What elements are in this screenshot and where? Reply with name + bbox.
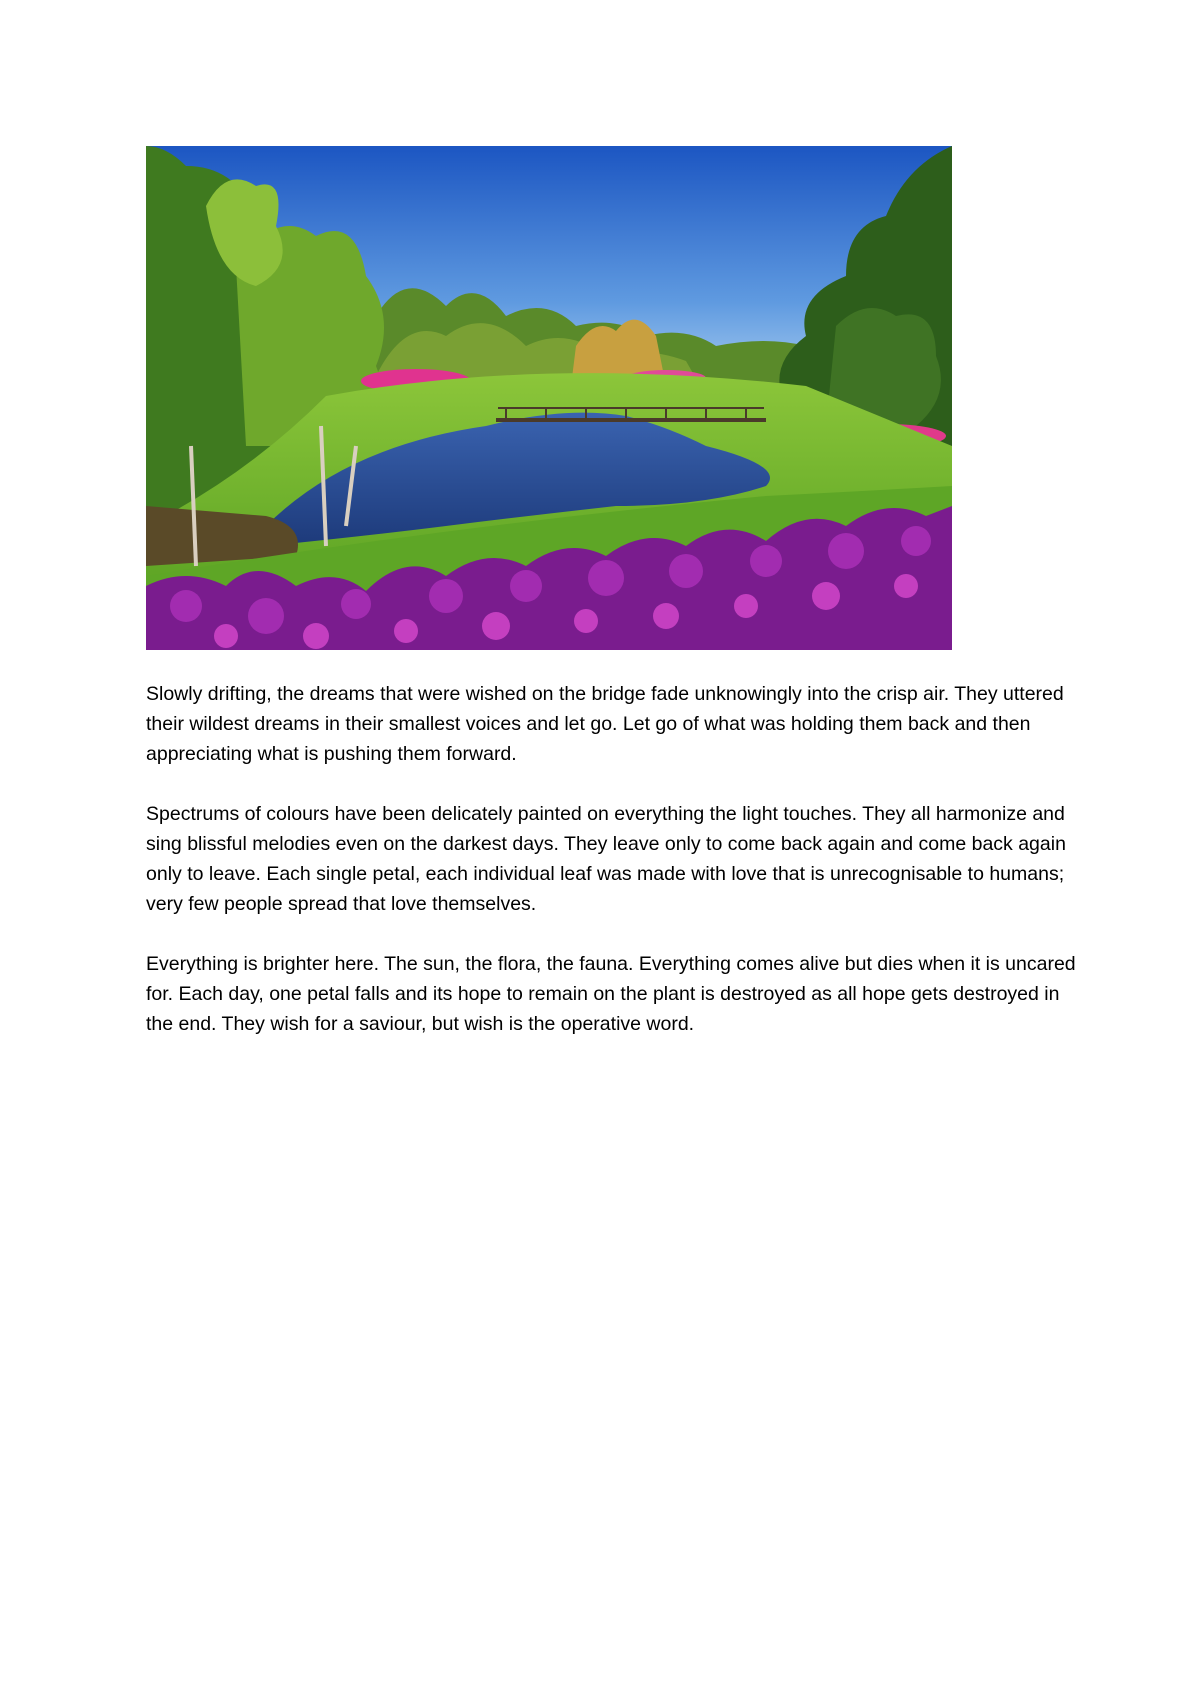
paragraph-1: Slowly drifting, the dreams that were wished on the bridge fade unknowingly into the crisp air. They uttered their wildest dreams in their smallest voices and let go. Let go of what was holding them back and then appreciating what is pushing them forward. bbox=[146, 683, 1064, 765]
body-text bbox=[146, 679, 1076, 1069]
landscape-illustration bbox=[146, 146, 952, 650]
paragraph-2: Spectrums of colours have been delicately painted on everything the light touches. They all harmonize and sing blissful melodies even on the darkest days. They leave only to come back again and come back again only to leave. Each single petal, each individual leaf was made with love that is unrecognisable to humans; very few people spread that love themselves. bbox=[146, 803, 1066, 915]
paragraph-3: Everything is brighter here. The sun, the flora, the fauna. Everything comes alive but dies when it is uncared for. Each day, one petal falls and its hope to remain on the plant is destroyed as all hope gets destroyed in the end. They wish for a saviour, but wish is the operative word. bbox=[146, 953, 1076, 1035]
landscape-photo bbox=[146, 146, 952, 650]
